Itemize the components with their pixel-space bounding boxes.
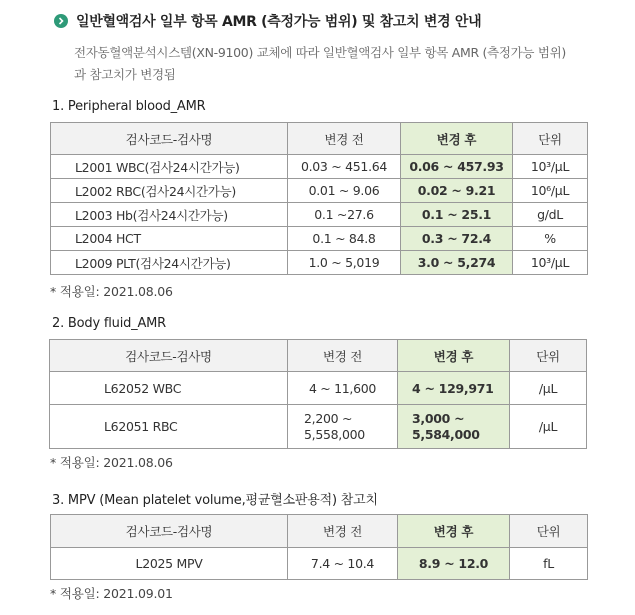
- col-header-unit: 단위: [513, 123, 588, 155]
- cell-code: L2004 HCT: [51, 227, 288, 251]
- section3-note: * 적용일: 2021.09.01: [50, 586, 173, 601]
- cell-before: 7.4 ~ 10.4: [288, 548, 398, 580]
- cell-code: L2003 Hb(검사24시간가능): [51, 203, 288, 227]
- table-header-row: [51, 123, 588, 155]
- cell-after: 0.06 ~ 457.93: [401, 155, 513, 179]
- cell-before: 2,200 ~ 5,558,000: [288, 405, 398, 449]
- table-row: [51, 227, 588, 251]
- cell-before: 4 ~ 11,600: [288, 372, 398, 405]
- table-row: [51, 251, 588, 275]
- cell-unit: %: [513, 227, 588, 251]
- cell-after: 0.1 ~ 25.1: [401, 203, 513, 227]
- section1-table: [50, 122, 588, 275]
- cell-code: L2002 RBC(검사24시간가능): [51, 179, 288, 203]
- section1-title: 1. Peripheral blood_AMR: [52, 99, 206, 114]
- table-row: [50, 372, 587, 405]
- notice-description: 전자동혈액분석시스템(XN-9100) 교체에 따라 일반혈액검사 일부 항목 AMR (측정가능 범위)과 참고치가 변경됨: [74, 45, 566, 82]
- col-header-after: 변경 후: [398, 515, 510, 548]
- cell-after: 3,000 ~ 5,584,000: [398, 405, 510, 449]
- section1-note: * 적용일: 2021.08.06: [50, 284, 173, 299]
- cell-code: L2025 MPV: [51, 548, 288, 580]
- cell-unit: g/dL: [513, 203, 588, 227]
- table-row: [51, 203, 588, 227]
- col-header-code: 검사코드-검사명: [51, 515, 288, 548]
- cell-before: 1.0 ~ 5,019: [288, 251, 401, 275]
- cell-before: 0.1 ~27.6: [288, 203, 401, 227]
- cell-before: 0.03 ~ 451.64: [288, 155, 401, 179]
- chevron-right-icon: [54, 14, 68, 28]
- cell-unit: 10³/μL: [513, 251, 588, 275]
- section2-table: [49, 339, 587, 449]
- col-header-before: 변경 전: [288, 515, 398, 548]
- section2-note: * 적용일: 2021.08.06: [50, 455, 173, 470]
- col-header-unit: 단위: [510, 340, 587, 372]
- cell-unit: /μL: [510, 372, 587, 405]
- cell-unit: 10³/μL: [513, 155, 588, 179]
- col-header-after: 변경 후: [398, 340, 510, 372]
- cell-after: 0.02 ~ 9.21: [401, 179, 513, 203]
- cell-after: 8.9 ~ 12.0: [398, 548, 510, 580]
- cell-after: 4 ~ 129,971: [398, 372, 510, 405]
- table-header-row: [50, 340, 587, 372]
- col-header-code: 검사코드-검사명: [51, 123, 288, 155]
- col-header-code: 검사코드-검사명: [50, 340, 288, 372]
- table-row: [51, 179, 588, 203]
- cell-code: L62052 WBC: [50, 372, 288, 405]
- notice-header: [54, 11, 481, 31]
- section3-table: [50, 514, 588, 580]
- cell-before: 0.1 ~ 84.8: [288, 227, 401, 251]
- section3-title: 3. MPV (Mean platelet volume,평균혈소판용적) 참고치: [52, 493, 378, 508]
- col-header-unit: 단위: [510, 515, 588, 548]
- notice-title: 일반혈액검사 일부 항목 AMR (측정가능 범위) 및 참고치 변경 안내: [76, 14, 482, 30]
- cell-before: 0.01 ~ 9.06: [288, 179, 401, 203]
- section2-title: 2. Body fluid_AMR: [52, 316, 167, 331]
- cell-code: L2001 WBC(검사24시간가능): [51, 155, 288, 179]
- cell-unit: fL: [510, 548, 588, 580]
- col-header-before: 변경 전: [288, 123, 401, 155]
- cell-code: L62051 RBC: [50, 405, 288, 449]
- table-header-row: [51, 515, 588, 548]
- table-row: [51, 155, 588, 179]
- cell-after: 3.0 ~ 5,274: [401, 251, 513, 275]
- col-header-before: 변경 전: [288, 340, 398, 372]
- table-row: [51, 548, 588, 580]
- cell-unit: /μL: [510, 405, 587, 449]
- cell-after: 0.3 ~ 72.4: [401, 227, 513, 251]
- table-row: [50, 405, 587, 449]
- cell-code: L2009 PLT(검사24시간가능): [51, 251, 288, 275]
- cell-unit: 10⁶/μL: [513, 179, 588, 203]
- col-header-after: 변경 후: [401, 123, 513, 155]
